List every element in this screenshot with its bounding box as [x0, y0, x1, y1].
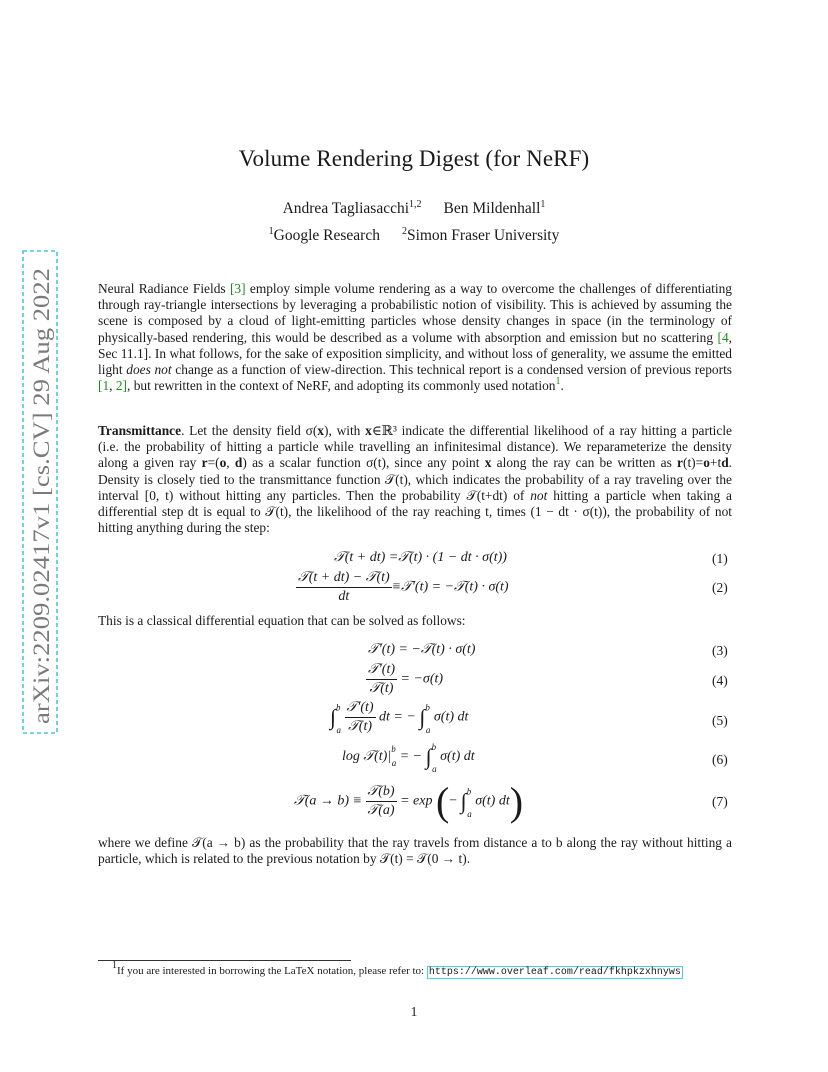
author-name: Andrea Tagliasacchi	[282, 200, 410, 217]
evaluation-upper-limit: b	[391, 744, 396, 754]
emphasis-text: does not	[126, 362, 172, 378]
arxiv-stamp-text: arXiv:2209.02417v1 [cs.CV] 29 Aug 2022	[29, 330, 54, 724]
equation-4	[366, 662, 443, 697]
affiliation-name: Simon Fraser University	[406, 227, 560, 244]
author-affiliation-mark: 1	[540, 199, 546, 210]
math-symbol: o	[703, 455, 710, 471]
integral-upper-limit: b	[425, 702, 430, 713]
text-run: ,	[226, 455, 235, 471]
equation-rhs: σ(t) dt	[433, 709, 469, 725]
arxiv-stamp[interactable]	[22, 250, 58, 734]
author-line	[0, 200, 828, 218]
citation-link[interactable]: [1	[98, 378, 110, 394]
equation-lhs: 𝒯(t + dt) =	[334, 550, 399, 565]
fraction-denominator: 𝒯(a)	[367, 803, 395, 818]
author-name: Ben Mildenhall	[443, 200, 541, 217]
affiliation-mark: 2	[401, 226, 407, 237]
fraction	[296, 570, 392, 605]
integral-sign: ∫	[460, 788, 467, 814]
fraction	[366, 662, 397, 697]
intro-paragraph	[98, 281, 732, 394]
integral-lower-limit: a	[467, 808, 472, 819]
footnote-url-link[interactable]: https://www.overleaf.com/read/fkhpkzxhnyws	[428, 967, 681, 978]
integral-upper-limit: b	[466, 786, 472, 797]
equation-3	[368, 642, 475, 658]
equation-number: (3)	[712, 643, 728, 658]
equation-rhs: 𝒯(t) · (1 − dt · σ(t))	[398, 550, 507, 565]
section-heading: Transmittance	[98, 423, 182, 438]
equation-lhs: log 𝒯(t)|	[342, 749, 392, 764]
text-run: hitting a particle when taking a differential step dt is equal to 𝒯(t), the likelihood of the ray reaching t, times (1 − dt · σ(t)), the probability of not hitting anything during the step:	[98, 487, 732, 536]
text-run: ) as a scalar function σ(t), since any point	[242, 455, 485, 471]
equation-number: (1)	[712, 551, 728, 566]
integral-sign: ∫	[425, 743, 432, 769]
fraction-numerator: 𝒯(b)	[366, 784, 397, 802]
right-paren: )	[509, 779, 524, 824]
citation-link[interactable]: [4	[717, 329, 729, 345]
equation-inner: σ(t) dt	[475, 793, 510, 809]
fraction-denominator: 𝒯(t)	[369, 681, 394, 696]
equation-rhs: = −σ(t)	[400, 671, 444, 687]
text-run: ), with	[324, 423, 366, 438]
equation-number: (2)	[712, 580, 728, 595]
math-symbol: d	[721, 455, 729, 471]
integral-lower-limit: a	[432, 764, 437, 774]
text-run: . Density is closely tied to the transmittance function 𝒯(t), which indicates the probability of a ray traveling over the interval [0, t) without hitting any particles. Then the probability 𝒯(t+dt) of	[98, 455, 732, 503]
affiliation-mark: 1	[268, 226, 274, 237]
text-run: , but rewritten in the context of NeRF, and adopting its commonly used notation	[127, 378, 556, 394]
fraction-denominator: 𝒯(t)	[348, 719, 373, 734]
math-symbol: x	[317, 423, 324, 438]
text-run: (t)=	[683, 455, 704, 471]
paper-title: Volume Rendering Digest (for NeRF)	[238, 146, 590, 171]
integral-upper-limit: b	[431, 742, 437, 752]
text-run: .	[560, 378, 564, 394]
text-run: along the ray can be written as	[491, 455, 678, 471]
fraction-numerator: 𝒯′(t)	[345, 700, 376, 718]
footnote-mark: 1	[112, 960, 117, 971]
author-affiliation-mark: 1,2	[409, 199, 422, 210]
fraction	[366, 784, 397, 819]
affiliation-name: Google Research	[273, 227, 380, 244]
math-symbol: x	[365, 423, 372, 438]
fraction	[345, 700, 376, 735]
math-symbol: r	[677, 455, 683, 471]
emphasis-text: not	[530, 487, 548, 503]
text-run: . Let the density field σ(	[181, 423, 318, 438]
equation-1	[334, 550, 507, 566]
math-symbol: d	[234, 455, 243, 471]
left-paren: (	[435, 779, 450, 824]
footnote-link[interactable]: 1	[555, 376, 561, 388]
text-run: ∈ℝ³ indicate the differential likelihood of a ray hitting a particle (i.e. the probability of hitting a particle while travelling an infinitesimal distance). We reparameterize the density along a given ray	[98, 423, 732, 471]
text-run: =(	[207, 455, 220, 471]
math-symbol: r	[201, 455, 208, 471]
equation-mid: = −	[399, 749, 423, 764]
text-run: employ simple volume rendering as a way to overcome the challenges of differentiating through ray-triangle intersections by leveraging a probabilistic notion of visibility. This is achieved by assuming the scene is composed by a cloud of light-emitting particles whose density changes in space (in the terminology of physically-based rendering, this would be described as a volume with absorption and emission but no scattering	[98, 281, 732, 345]
equation-number: (5)	[712, 713, 728, 728]
text-run: +t	[709, 455, 722, 471]
footnote-text: If you are interested in borrowing the LaTeX notation, please refer to:	[117, 965, 427, 977]
citation-link[interactable]: 2]	[115, 378, 128, 394]
evaluation-lower-limit: a	[391, 758, 397, 768]
text-run: change as a function of view-direction. This technical report is a condensed version of previous reports	[171, 362, 732, 378]
text-run: ,	[109, 378, 116, 394]
text-run: , Sec 11.1]. In what follows, for the sake of exposition simplicity, and without loss of generality, we assume the emitted light	[98, 329, 732, 378]
text-run: Neural Radiance Fields	[98, 281, 230, 296]
citation-link[interactable]: [3]	[229, 281, 246, 296]
integral-sign: ∫	[330, 704, 337, 730]
equation-body: 𝒯′(t) = −𝒯(t) · σ(t)	[368, 642, 476, 657]
math-symbol: o	[219, 455, 227, 471]
page-number: 1	[410, 1004, 418, 1019]
fraction-denominator: dt	[338, 589, 350, 604]
equation-number: (6)	[712, 752, 728, 767]
closing-paragraph: where we define 𝒯(a → b) as the probability that the ray travels from distance a to b along the ray without hitting a particle, which is related to the previous notation by 𝒯(t) = 𝒯(0 → t).	[98, 835, 732, 867]
equation-mid: dt = −	[379, 709, 416, 725]
math-symbol: x	[484, 455, 492, 471]
equation-number: (4)	[712, 673, 728, 688]
equation-2	[296, 570, 509, 605]
minus-sign: −	[449, 793, 458, 809]
equation-5	[330, 700, 468, 735]
fraction-numerator: 𝒯(t + dt) − 𝒯(t)	[296, 570, 392, 588]
footnote-rule	[98, 960, 351, 961]
equation-rhs: σ(t) dt	[440, 749, 475, 764]
fraction-numerator: 𝒯′(t)	[366, 662, 397, 680]
integral-lower-limit: a	[425, 724, 431, 735]
equation-lhs: 𝒯(a → b) ≡	[294, 793, 362, 809]
equation-6	[342, 742, 475, 774]
equation-7	[294, 778, 523, 825]
footnote	[112, 960, 683, 978]
equation-rhs: ≡𝒯′(t) = −𝒯(t) · σ(t)	[391, 579, 509, 595]
integral-upper-limit: b	[336, 702, 341, 713]
equation-mid: = exp	[400, 793, 433, 809]
integral-sign: ∫	[419, 704, 426, 730]
transmittance-paragraph	[98, 423, 732, 536]
transition-text: This is a classical differential equation that can be solved as follows:	[98, 613, 466, 628]
affiliation-line	[0, 227, 828, 245]
integral-lower-limit: a	[336, 724, 342, 735]
equation-number: (7)	[712, 794, 728, 809]
